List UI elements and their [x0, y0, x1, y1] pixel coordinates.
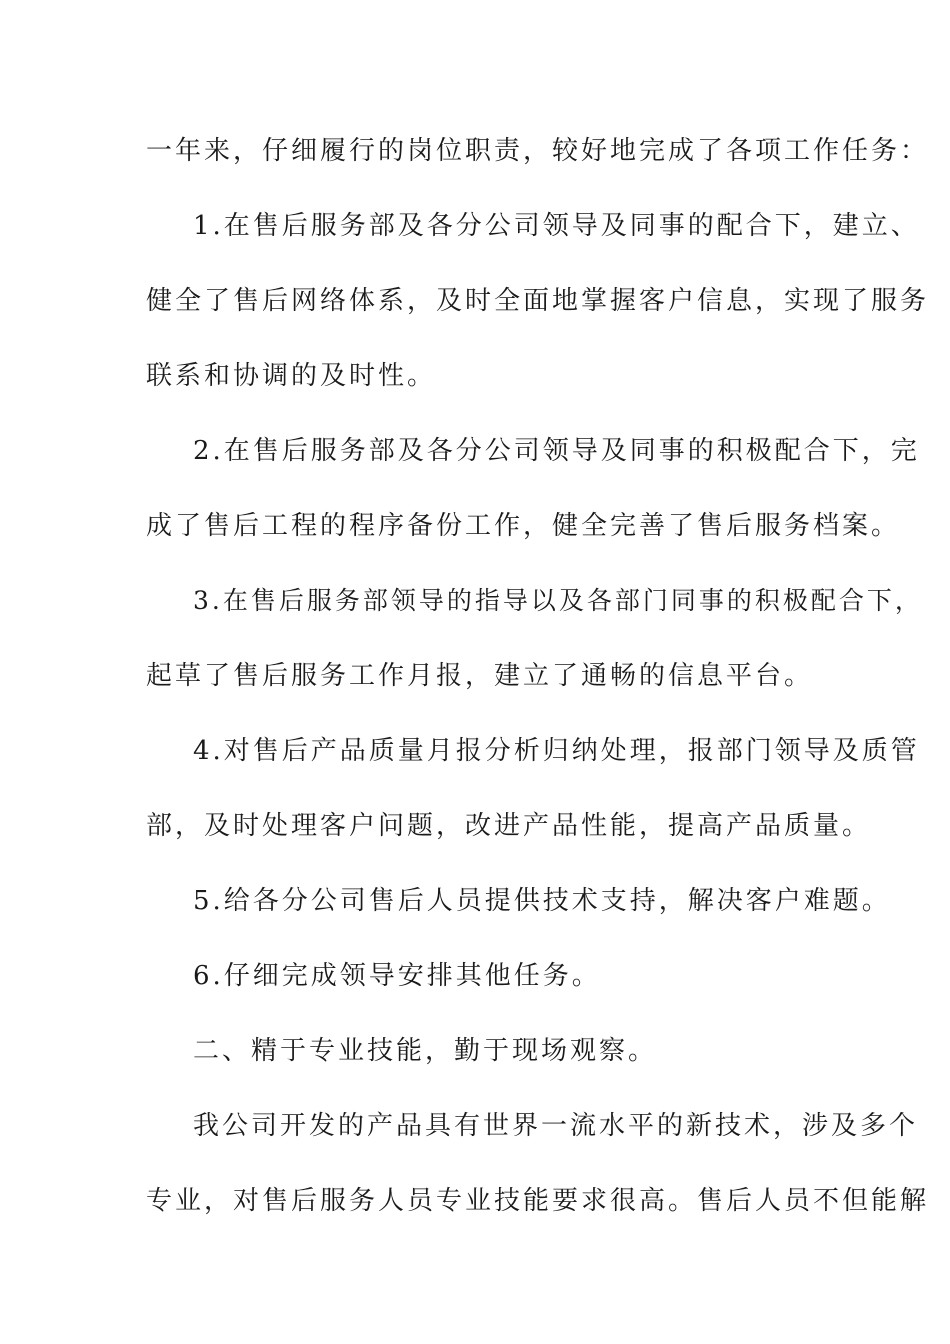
text-line: 我公司开发的产品具有世界一流水平的新技术，涉及多个: [193, 1111, 919, 1141]
text-line: 3.在售后服务部领导的指导以及各部门同事的积极配合下，: [193, 586, 923, 615]
text-line: 5.给各分公司售后人员提供技术支持，解决客户难题。: [193, 886, 891, 916]
text-line: 成了售后工程的程序备份工作，健全完善了售后服务档案。: [146, 511, 901, 541]
text-line: 4.对售后产品质量月报分析归纳处理，报部门领导及质管: [193, 736, 920, 766]
section-heading: 二、精于专业技能，勤于现场观察。: [193, 1036, 658, 1066]
text-line: 联系和协调的及时性。: [146, 361, 437, 391]
text-line: 6.仔细完成领导安排其他任务。: [193, 961, 601, 991]
text-line: 起草了售后服务工作月报，建立了通畅的信息平台。: [146, 661, 814, 691]
text-line: 2.在售后服务部及各分公司领导及同事的积极配合下，完: [193, 436, 920, 466]
text-line: 一年来，仔细履行的岗位职责，较好地完成了各项工作任务：: [146, 136, 930, 166]
text-line: 健全了售后网络体系，及时全面地掌握客户信息，实现了服务: [146, 286, 930, 316]
text-line: 1.在售后服务部及各分公司领导及同事的配合下，建立、: [193, 211, 920, 241]
text-line: 部，及时处理客户问题，改进产品性能，提高产品质量。: [146, 811, 872, 841]
text-line: 专业，对售后服务人员专业技能要求很高。售后人员不但能解: [146, 1186, 930, 1216]
